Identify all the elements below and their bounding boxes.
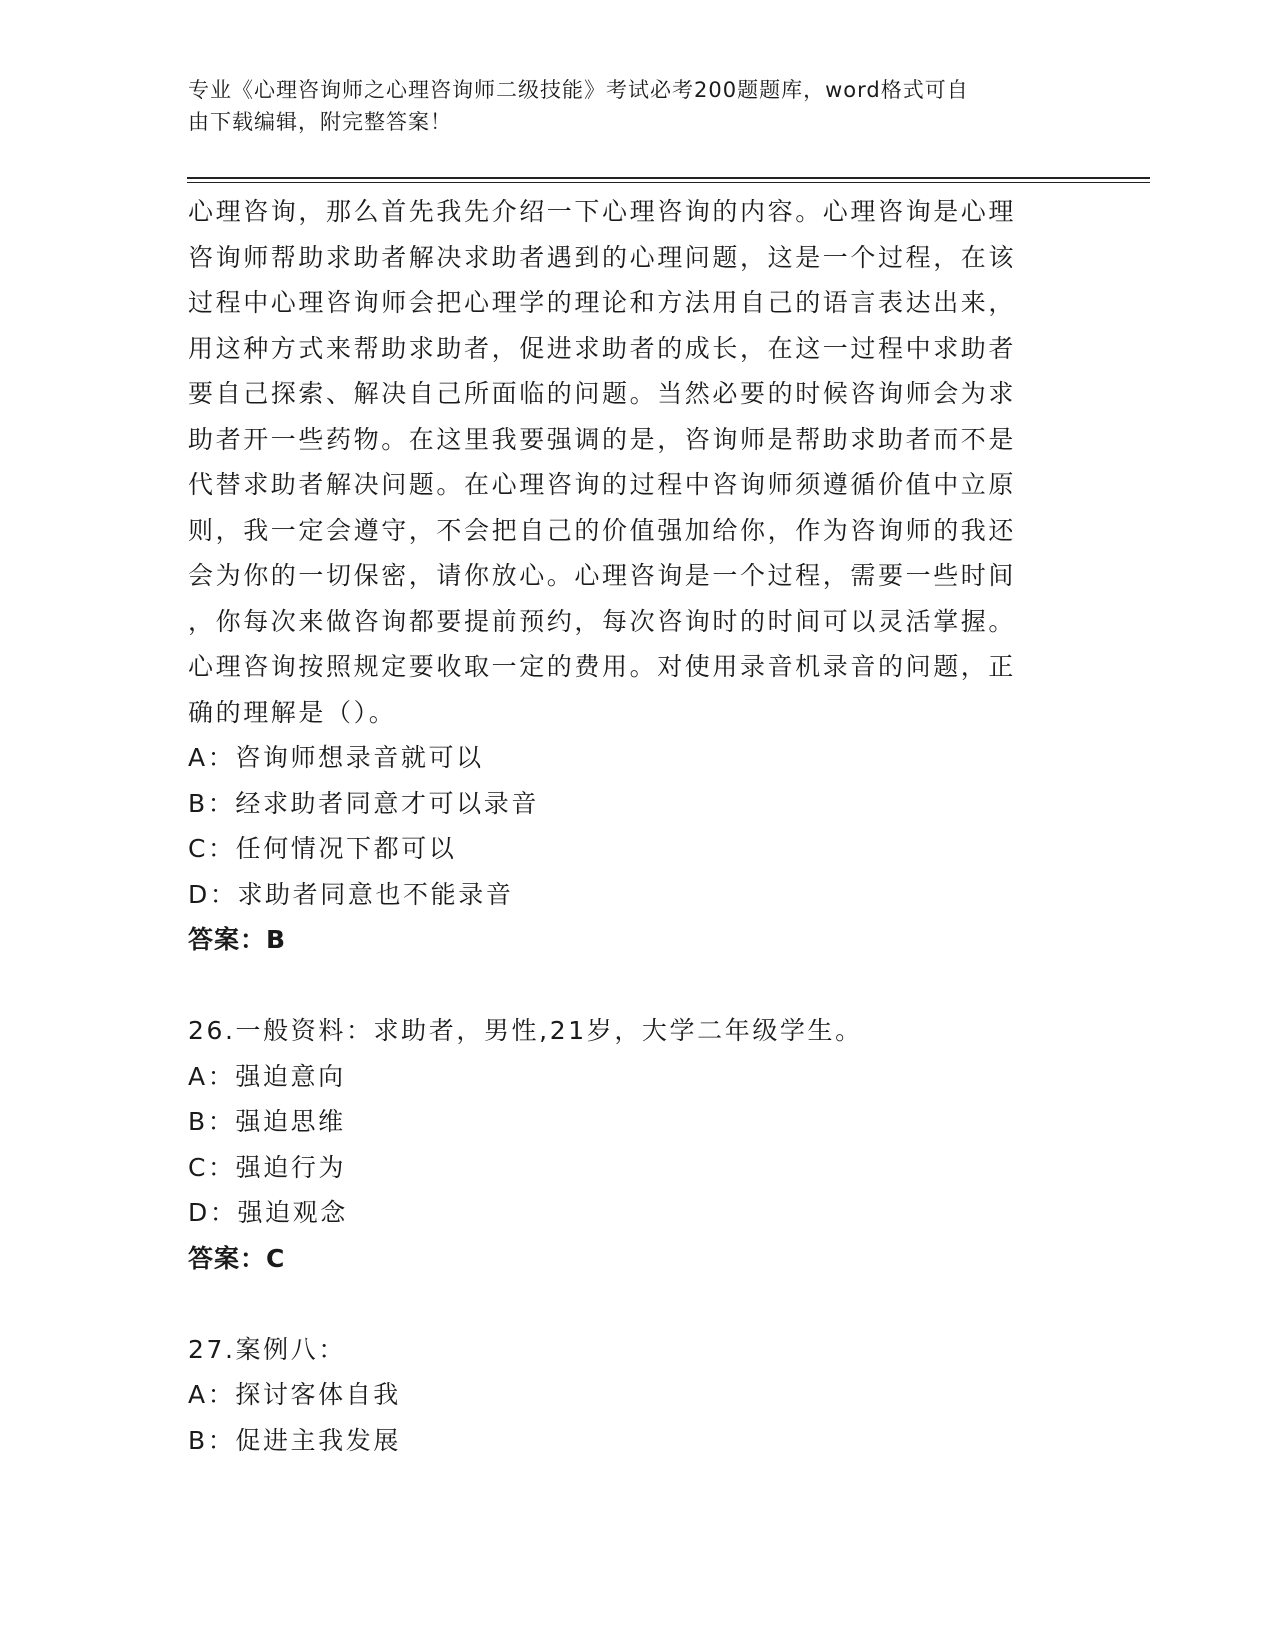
question-spacer <box>188 963 1068 1008</box>
stem-line: 要自己探索、解决自己所面临的问题。当然必要的时候咨询师会为求 <box>188 379 1017 408</box>
option-a: A：强迫意向 <box>188 1061 346 1091</box>
answer: 答案：C <box>188 1243 286 1273</box>
stem-line: 则，我一定会遵守，不会把自己的价值强加给你，作为咨询师的我还 <box>188 515 1017 545</box>
option-b: B：强迫思维 <box>188 1107 346 1136</box>
option-a: A：咨询师想录音就可以 <box>188 743 484 772</box>
option-d: D：强迫观念 <box>188 1198 348 1227</box>
header-line-2: 由下载编辑，附完整答案！ <box>188 110 452 134</box>
stem-line: 助者开一些药物。在这里我要强调的是，咨询师是帮助求助者而不是 <box>188 424 1017 454</box>
stem-line: 咨询师帮助求助者解决求助者遇到的心理问题，这是一个过程，在该 <box>188 242 1017 272</box>
header-line-1: 专业《心理咨询师之心理咨询师二级技能》考试必考200题题库，word格式可自 <box>188 78 969 102</box>
stem-line: 心理咨询按照规定要收取一定的费用。对使用录音机录音的问题，正 <box>188 652 1017 681</box>
stem-line: ，你每次来做咨询都要提前预约，每次咨询时的时间可以灵活掌握。 <box>188 606 1017 636</box>
stem-line: 用这种方式来帮助求助者，促进求助者的成长，在这一过程中求助者 <box>188 333 1017 363</box>
option-c: C：任何情况下都可以 <box>188 834 457 863</box>
question-stem: 27.案例八： <box>188 1334 346 1364</box>
question-stem: 26.一般资料：求助者，男性,21岁，大学二年级学生。 <box>188 1016 863 1045</box>
stem-line: 代替求助者解决问题。在心理咨询的过程中咨询师须遵循价值中立原 <box>188 470 1017 499</box>
answer: 答案：B <box>188 925 287 954</box>
question-spacer <box>188 1282 1068 1327</box>
option-c: C：强迫行为 <box>188 1152 347 1182</box>
question-27 <box>188 1327 1068 1464</box>
document-header <box>188 74 1068 138</box>
option-d: D：求助者同意也不能录音 <box>188 879 514 909</box>
header-divider-thin <box>187 182 1150 183</box>
header-divider-thick <box>187 177 1150 179</box>
document-body <box>188 189 1068 1463</box>
stem-line: 会为你的一切保密，请你放心。心理咨询是一个过程，需要一些时间 <box>188 561 1017 590</box>
question-26 <box>188 1008 1068 1282</box>
option-a: A：探讨客体自我 <box>188 1380 401 1409</box>
question-25 <box>188 189 1068 963</box>
option-b: B：经求助者同意才可以录音 <box>188 788 539 818</box>
stem-line: 过程中心理咨询师会把心理学的理论和方法用自己的语言表达出来， <box>188 288 1017 317</box>
stem-line: 确的理解是（）。 <box>188 697 397 727</box>
stem-line: 心理咨询，那么首先我先介绍一下心理咨询的内容。心理咨询是心理 <box>188 197 1017 226</box>
question-stem <box>188 189 1068 735</box>
option-b: B：促进主我发展 <box>188 1425 401 1455</box>
